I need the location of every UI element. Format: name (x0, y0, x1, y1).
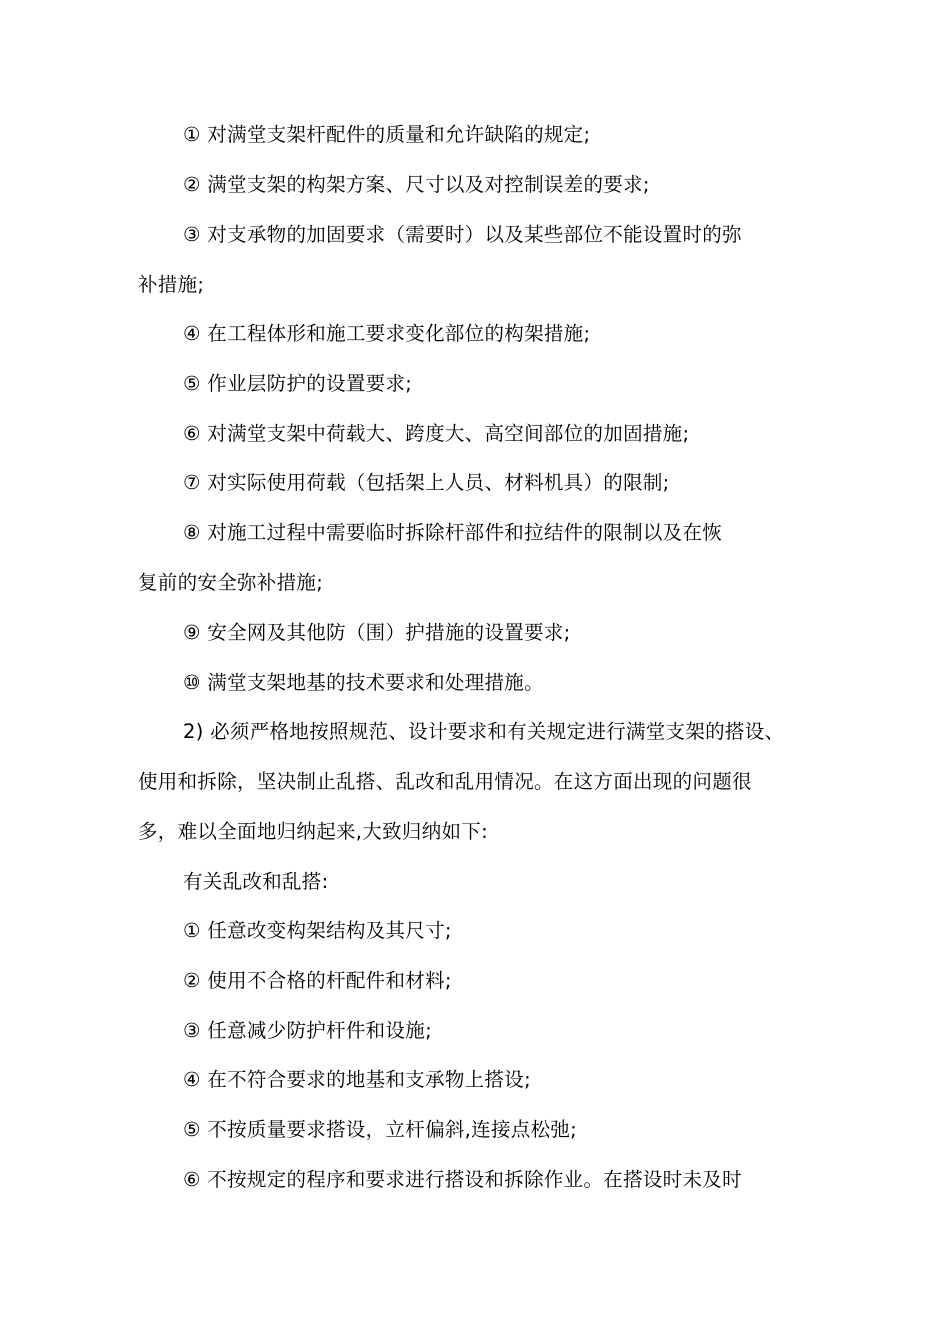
text-line-item-8: ⑧ 对施工过程中需要临时拆除杆部件和拉结件的限制以及在恢 (183, 521, 723, 544)
text-line-item-3-cont: 补措施; (138, 273, 205, 296)
text-line-section-2-cont2: 多，难以全面地归纳起来,大致归纳如下: (138, 820, 488, 843)
text-line-item-6: ⑥ 对满堂支架中荷载大、跨度大、高空间部位的加固措施; (183, 422, 690, 445)
text-line-item-10: ⑩ 满堂支架地基的技术要求和处理措施。 (183, 671, 544, 694)
text-line-item-2: ② 满堂支架的构架方案、尺寸以及对控制误差的要求; (183, 173, 650, 196)
text-line-sub-item-6: ⑥ 不按规定的程序和要求进行搭设和拆除作业。在搭设时未及时 (183, 1168, 742, 1191)
text-line-item-8-cont: 复前的安全弥补措施; (138, 571, 324, 594)
text-line-sub-item-1: ① 任意改变构架结构及其尺寸; (183, 919, 452, 942)
text-line-section-2-cont1: 使用和拆除，坚决制止乱搭、乱改和乱用情况。在这方面出现的问题很 (138, 770, 752, 793)
text-line-item-4: ④ 在工程体形和施工要求变化部位的构架措施; (183, 322, 591, 345)
text-line-section-2: 2) 必须严格地按照规范、设计要求和有关规定进行满堂支架的搭设、 (183, 720, 785, 743)
text-line-sub-item-4: ④ 在不符合要求的地基和支承物上搭设; (183, 1068, 531, 1091)
text-line-item-1: ① 对满堂支架杆配件的质量和允许缺陷的规定; (183, 123, 591, 146)
text-line-item-3: ③ 对支承物的加固要求（需要时）以及某些部位不能设置时的弥 (183, 223, 742, 246)
text-line-sub-item-2: ② 使用不合格的杆配件和材料; (183, 969, 452, 992)
text-line-sub-item-3: ③ 任意减少防护杆件和设施; (183, 1019, 432, 1042)
text-line-item-7: ⑦ 对实际使用荷载（包括架上人员、材料机具）的限制; (183, 471, 670, 494)
text-line-sub-item-5: ⑤ 不按质量要求搭设，立杆偏斜,连接点松弛; (183, 1118, 578, 1141)
text-line-subheading: 有关乱改和乱搭: (183, 870, 329, 893)
text-line-item-5: ⑤ 作业层防护的设置要求; (183, 372, 413, 395)
text-line-item-9: ⑨ 安全网及其他防（围）护措施的设置要求; (183, 621, 571, 644)
